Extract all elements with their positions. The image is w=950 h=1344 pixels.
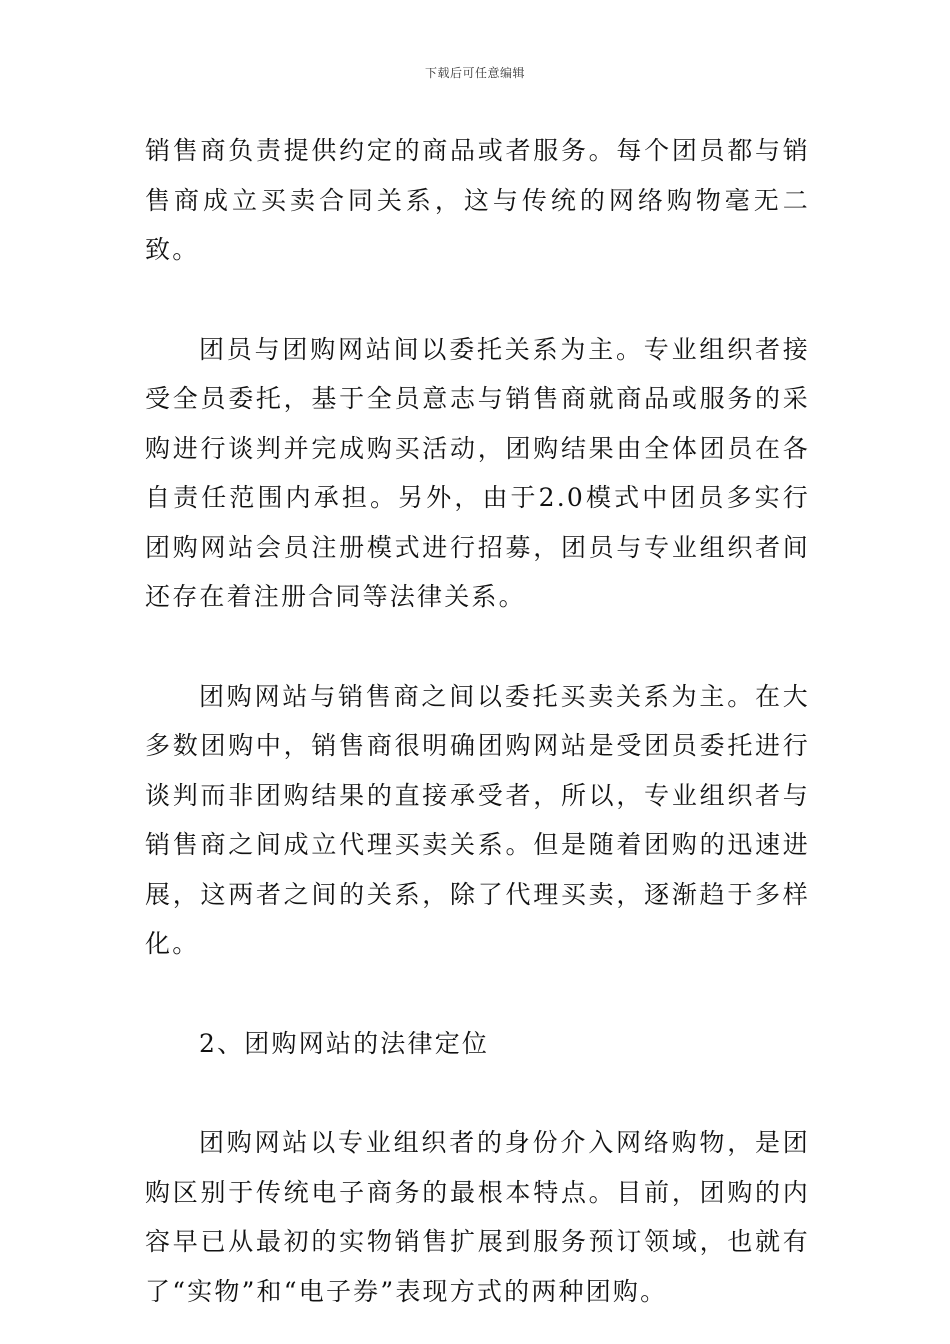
paragraph-member-website-relation: 团员与团购网站间以委托关系为主。专业组织者接受全员委托，基于全员意志与销售商就商品或服务的采购进行谈判并完成购买活动，团购结果由全体团员在各自责任范围内承担。另外，由于2.0模式中团员多实行团购网站会员注册模式进行招募，团员与专业组织者间还存在着注册合同等法律关系。: [145, 334, 810, 611]
document-body: [145, 126, 810, 1316]
page-header: 下载后可任意编辑: [424, 66, 525, 80]
section-heading: 2、团购网站的法律定位: [199, 1028, 490, 1058]
paragraph-seller-duty: 销售商负责提供约定的商品或者服务。每个团员都与销售商成立买卖合同关系，这与传统的网络购物毫无二致。: [145, 136, 810, 264]
paragraph-legal-position: 团购网站以专业组织者的身份介入网络购物，是团购区别于传统电子商务的最根本特点。目前，团购的内容早已从最初的实物销售扩展到服务预订领域，也就有了“实物”和“电子券”表现方式的两种团购。: [145, 1128, 810, 1306]
paragraph-website-seller-relation: 团购网站与销售商之间以委托买卖关系为主。在大多数团购中，销售商很明确团购网站是受团员委托进行谈判而非团购结果的直接承受者，所以，专业组织者与销售商之间成立代理买卖关系。但是随着团购的迅速进展，这两者之间的关系，除了代理买卖，逐渐趋于多样化。: [145, 681, 810, 958]
